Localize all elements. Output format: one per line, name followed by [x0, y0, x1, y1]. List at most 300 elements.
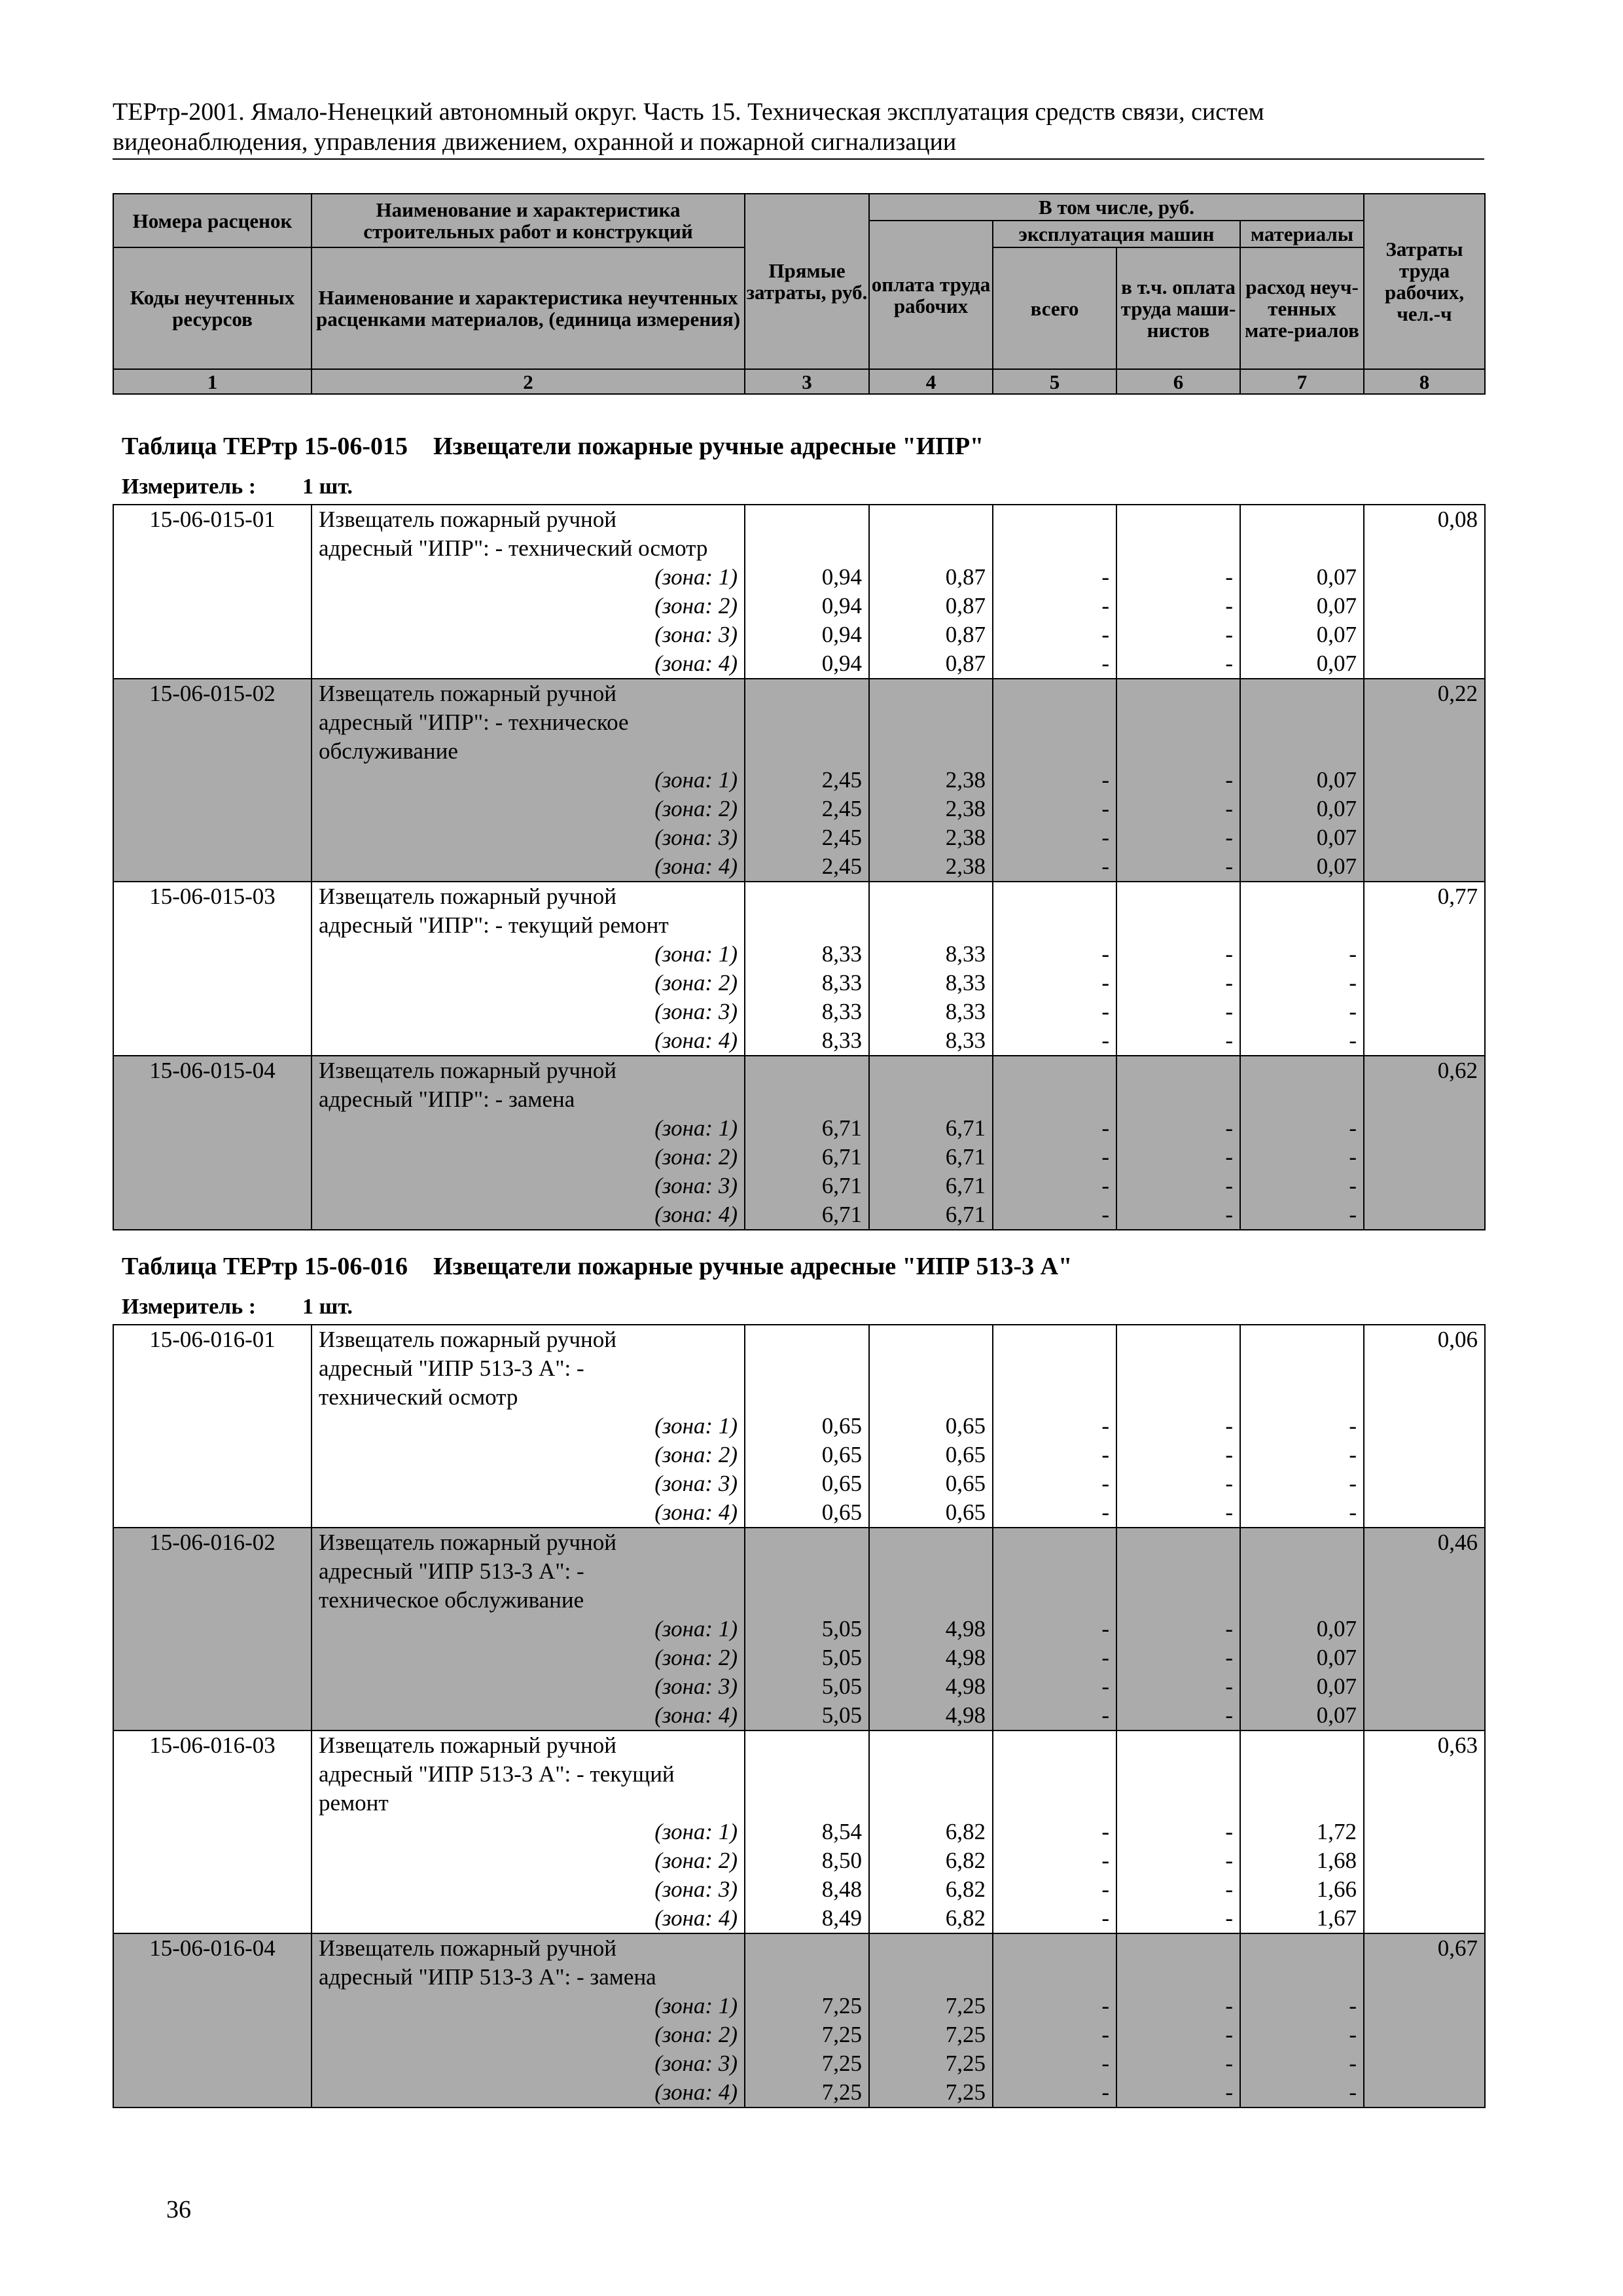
- header-rate-numbers: Номера расценок: [113, 194, 312, 247]
- materials-cell: [1240, 505, 1364, 679]
- zone-label: (зона: 2): [654, 1645, 738, 1670]
- rate-name-line: адресный "ИПР 513-3 А": -: [319, 1558, 584, 1584]
- rate-code: [113, 1933, 312, 2108]
- value: 8,33: [945, 941, 986, 967]
- value: -: [1225, 1993, 1233, 2018]
- labor-value: 0,67: [1437, 1935, 1478, 1961]
- header-material-name: Наименование и характеристика неучтенных расценками материалов, (единица измерения): [312, 247, 745, 369]
- header-num-6: 6: [1116, 369, 1240, 394]
- zone-label: (зона: 3): [654, 1876, 738, 1902]
- value: -: [1101, 1499, 1109, 1525]
- value: 8,48: [821, 1876, 862, 1902]
- value: -: [1101, 1413, 1109, 1439]
- header-num-3: 3: [745, 369, 869, 394]
- rate-name-line: Извещатель пожарный ручной: [319, 681, 616, 706]
- value: -: [1225, 2051, 1233, 2076]
- value: 1,68: [1316, 1848, 1357, 1873]
- machinist-wages-cell: [1116, 1731, 1240, 1933]
- value: 0,07: [1316, 651, 1357, 676]
- direct-cost-cell: [745, 882, 869, 1056]
- value: 0,07: [1316, 825, 1357, 850]
- rate-code-text: 15-06-015-04: [149, 1058, 276, 1083]
- rate-code: [113, 679, 312, 882]
- value: 0,65: [821, 1413, 862, 1439]
- value: -: [1101, 1905, 1109, 1931]
- value: 4,98: [945, 1702, 986, 1728]
- header-materials-group: материалы: [1240, 221, 1364, 247]
- rate-code-text: 15-06-015-01: [149, 507, 276, 532]
- rate-row: [113, 1528, 1485, 1731]
- value: 8,49: [821, 1905, 862, 1931]
- header-machines-total: всего: [993, 247, 1116, 369]
- header-direct-costs: Прямые затраты, руб.: [745, 194, 869, 369]
- value: 0,07: [1316, 767, 1357, 793]
- zone-label: (зона: 3): [654, 622, 738, 647]
- value: 7,25: [821, 2022, 862, 2047]
- rate-name-line: адресный "ИПР": - технический осмотр: [319, 535, 708, 561]
- section-unit: [122, 1295, 353, 1319]
- materials-cell: [1240, 1325, 1364, 1528]
- value: -: [1349, 1471, 1357, 1496]
- machinist-wages-cell: [1116, 1528, 1240, 1731]
- value: 8,54: [821, 1819, 862, 1844]
- value: 2,45: [821, 825, 862, 850]
- labor-cost-cell: [1364, 1528, 1485, 1731]
- zone-label: (зона: 1): [654, 1993, 738, 2018]
- column-header-table: [113, 193, 1486, 395]
- value: 6,71: [821, 1115, 862, 1141]
- value: 7,25: [945, 2079, 986, 2105]
- section-unit: [122, 475, 353, 499]
- value: -: [1349, 1202, 1357, 1227]
- machinist-wages-cell: [1116, 1325, 1240, 1528]
- rate-name: [312, 1528, 745, 1731]
- value: -: [1349, 2079, 1357, 2105]
- value: 0,94: [821, 651, 862, 676]
- labor-cost-cell: [1364, 1731, 1485, 1933]
- labor-cost-cell: [1364, 1325, 1485, 1528]
- rate-name: [312, 1731, 745, 1933]
- value: 0,07: [1316, 796, 1357, 821]
- document-title-line2: видеонаблюдения, управления движением, охранной и пожарной сигнализации: [113, 128, 957, 156]
- value: 7,25: [945, 1993, 986, 2018]
- labor-value: 0,62: [1437, 1058, 1478, 1083]
- value: -: [1349, 1173, 1357, 1198]
- value: -: [1225, 999, 1233, 1024]
- value: -: [1349, 2051, 1357, 2076]
- labor-value: 0,46: [1437, 1530, 1478, 1555]
- zone-label: (зона: 2): [654, 796, 738, 821]
- value: -: [1101, 1674, 1109, 1699]
- value: 2,38: [945, 767, 986, 793]
- value: 2,38: [945, 853, 986, 879]
- value: -: [1101, 593, 1109, 619]
- rate-name-line: адресный "ИПР": - текущий ремонт: [319, 912, 669, 938]
- value: -: [1101, 1202, 1109, 1227]
- rate-row: [113, 1933, 1485, 2108]
- materials-cell: [1240, 1528, 1364, 1731]
- value: -: [1225, 564, 1233, 590]
- zone-label: (зона: 1): [654, 1616, 738, 1641]
- value: 0,65: [821, 1471, 862, 1496]
- rate-code-text: 15-06-015-03: [149, 884, 276, 909]
- value: 5,05: [821, 1616, 862, 1641]
- zone-label: (зона: 2): [654, 1442, 738, 1467]
- value: -: [1101, 1442, 1109, 1467]
- value: 8,33: [821, 999, 862, 1024]
- machines-cell: [993, 882, 1116, 1056]
- value: -: [1349, 1499, 1357, 1525]
- rate-name-line: адресный "ИПР 513-3 А": - замена: [319, 1964, 656, 1990]
- machines-cell: [993, 1528, 1116, 1731]
- value: -: [1349, 1144, 1357, 1170]
- machinist-wages-cell: [1116, 505, 1240, 679]
- value: 0,87: [945, 593, 986, 619]
- value: 0,87: [945, 651, 986, 676]
- materials-cell: [1240, 1056, 1364, 1230]
- wages-cell: [869, 1933, 993, 2108]
- rate-code: [113, 1731, 312, 1933]
- zone-label: (зона: 3): [654, 999, 738, 1024]
- value: 8,33: [821, 1028, 862, 1053]
- machines-cell: [993, 1731, 1116, 1933]
- labor-value: 0,63: [1437, 1732, 1478, 1758]
- value: 0,07: [1316, 622, 1357, 647]
- rate-name-line: Извещатель пожарный ручной: [319, 1935, 616, 1961]
- rate-name: [312, 679, 745, 882]
- direct-cost-cell: [745, 1933, 869, 2108]
- value: -: [1225, 2079, 1233, 2105]
- value: 0,65: [821, 1442, 862, 1467]
- zone-label: (зона: 1): [654, 941, 738, 967]
- value: 0,65: [945, 1499, 986, 1525]
- machines-cell: [993, 1056, 1116, 1230]
- labor-cost-cell: [1364, 505, 1485, 679]
- value: 4,98: [945, 1616, 986, 1641]
- value: 8,33: [821, 941, 862, 967]
- zone-label: (зона: 4): [654, 1905, 738, 1931]
- value: -: [1101, 970, 1109, 996]
- title-divider: [113, 158, 1484, 160]
- zone-label: (зона: 3): [654, 825, 738, 850]
- direct-cost-cell: [745, 1731, 869, 1933]
- value: -: [1101, 1848, 1109, 1873]
- document-title-line1: ТЕРтр-2001. Ямало-Ненецкий автономный округ. Часть 15. Техническая эксплуатация средств связи, систем: [113, 98, 1264, 126]
- value: -: [1225, 1144, 1233, 1170]
- value: -: [1225, 1471, 1233, 1496]
- value: 7,25: [821, 1993, 862, 2018]
- unit-value: 1 шт.: [302, 1295, 353, 1319]
- direct-cost-cell: [745, 505, 869, 679]
- value: -: [1101, 2051, 1109, 2076]
- value: -: [1101, 796, 1109, 821]
- rates-table: [113, 504, 1486, 1230]
- rate-name: [312, 1056, 745, 1230]
- machines-cell: [993, 1933, 1116, 2108]
- rate-row: [113, 1731, 1485, 1933]
- value: 2,45: [821, 853, 862, 879]
- value: -: [1349, 970, 1357, 996]
- rate-name-line: Извещатель пожарный ручной: [319, 1530, 616, 1555]
- zone-label: (зона: 1): [654, 1115, 738, 1141]
- value: -: [1225, 1645, 1233, 1670]
- value: 0,94: [821, 593, 862, 619]
- section-title: [122, 1252, 1072, 1281]
- rate-code: [113, 1056, 312, 1230]
- value: 8,33: [821, 970, 862, 996]
- zone-label: (зона: 3): [654, 1173, 738, 1198]
- value: 0,07: [1316, 1616, 1357, 1641]
- zone-label: (зона: 4): [654, 1702, 738, 1728]
- value: 2,38: [945, 825, 986, 850]
- value: 0,07: [1316, 853, 1357, 879]
- wages-cell: [869, 1528, 993, 1731]
- rate-name-line: адресный "ИПР 513-3 А": - текущий: [319, 1761, 675, 1787]
- value: -: [1225, 1202, 1233, 1227]
- value: 7,25: [821, 2051, 862, 2076]
- value: -: [1101, 2079, 1109, 2105]
- rate-name-line: адресный "ИПР": - техническое: [319, 709, 629, 735]
- rate-code-text: 15-06-016-01: [149, 1327, 276, 1352]
- header-materials-consumption: расход неуч-тенных мате-риалов: [1240, 247, 1364, 369]
- rate-name: [312, 1325, 745, 1528]
- value: 6,71: [945, 1202, 986, 1227]
- value: 8,33: [945, 970, 986, 996]
- header-num-5: 5: [993, 369, 1116, 394]
- wages-cell: [869, 882, 993, 1056]
- value: -: [1225, 1876, 1233, 1902]
- labor-value: 0,22: [1437, 681, 1478, 706]
- value: 5,05: [821, 1674, 862, 1699]
- section-name: Извещатели пожарные ручные адресные "ИПР 513-3 А": [433, 1253, 1073, 1280]
- value: 6,71: [821, 1202, 862, 1227]
- value: -: [1225, 767, 1233, 793]
- value: -: [1225, 622, 1233, 647]
- value: 8,33: [945, 1028, 986, 1053]
- value: -: [1225, 1499, 1233, 1525]
- value: 5,05: [821, 1702, 862, 1728]
- value: 6,82: [945, 1876, 986, 1902]
- rate-name-line: Извещатель пожарный ручной: [319, 884, 616, 909]
- header-num-7: 7: [1240, 369, 1364, 394]
- header-num-4: 4: [869, 369, 993, 394]
- value: 4,98: [945, 1645, 986, 1670]
- value: -: [1101, 999, 1109, 1024]
- labor-cost-cell: [1364, 1933, 1485, 2108]
- section-code: Таблица ТЕРтр 15-06-016: [122, 1253, 408, 1280]
- value: 1,67: [1316, 1905, 1357, 1931]
- value: -: [1101, 1702, 1109, 1728]
- value: -: [1101, 1993, 1109, 2018]
- value: -: [1101, 1028, 1109, 1053]
- value: -: [1101, 622, 1109, 647]
- zone-label: (зона: 4): [654, 651, 738, 676]
- value: 6,71: [945, 1173, 986, 1198]
- value: -: [1349, 2022, 1357, 2047]
- unit-value: 1 шт.: [302, 475, 353, 499]
- materials-cell: [1240, 679, 1364, 882]
- labor-value: 0,06: [1437, 1327, 1478, 1352]
- wages-cell: [869, 1325, 993, 1528]
- value: -: [1225, 1819, 1233, 1844]
- direct-cost-cell: [745, 1325, 869, 1528]
- page-number: 36: [166, 2196, 191, 2223]
- value: -: [1101, 1144, 1109, 1170]
- rate-code-text: 15-06-016-03: [149, 1732, 276, 1758]
- value: 0,94: [821, 622, 862, 647]
- value: -: [1101, 1471, 1109, 1496]
- zone-label: (зона: 1): [654, 767, 738, 793]
- value: 6,71: [821, 1144, 862, 1170]
- unit-label: Измеритель :: [122, 475, 257, 499]
- value: -: [1225, 593, 1233, 619]
- zone-label: (зона: 3): [654, 1674, 738, 1699]
- value: -: [1101, 651, 1109, 676]
- zone-label: (зона: 2): [654, 1144, 738, 1170]
- value: 0,87: [945, 622, 986, 647]
- rate-code-text: 15-06-016-02: [149, 1530, 276, 1555]
- labor-cost-cell: [1364, 679, 1485, 882]
- value: -: [1225, 825, 1233, 850]
- value: 5,05: [821, 1645, 862, 1670]
- zone-label: (зона: 3): [654, 2051, 738, 2076]
- zone-label: (зона: 4): [654, 2079, 738, 2105]
- value: 0,07: [1316, 1674, 1357, 1699]
- value: -: [1225, 1674, 1233, 1699]
- value: -: [1101, 941, 1109, 967]
- rate-name: [312, 882, 745, 1056]
- value: -: [1101, 825, 1109, 850]
- machines-cell: [993, 505, 1116, 679]
- value: 6,82: [945, 1848, 986, 1873]
- value: -: [1225, 970, 1233, 996]
- labor-cost-cell: [1364, 882, 1485, 1056]
- zone-label: (зона: 4): [654, 1202, 738, 1227]
- value: 4,98: [945, 1674, 986, 1699]
- rate-code: [113, 1528, 312, 1731]
- rate-code: [113, 505, 312, 679]
- value: -: [1101, 1616, 1109, 1641]
- value: 8,50: [821, 1848, 862, 1873]
- wages-cell: [869, 1731, 993, 1933]
- materials-cell: [1240, 1933, 1364, 2108]
- materials-cell: [1240, 1731, 1364, 1933]
- labor-cost-cell: [1364, 1056, 1485, 1230]
- direct-cost-cell: [745, 679, 869, 882]
- value: -: [1225, 1173, 1233, 1198]
- rates-table: [113, 1324, 1486, 2108]
- machinist-wages-cell: [1116, 1933, 1240, 2108]
- value: -: [1101, 767, 1109, 793]
- value: 0,94: [821, 564, 862, 590]
- value: -: [1225, 1848, 1233, 1873]
- value: -: [1225, 1115, 1233, 1141]
- labor-value: 0,77: [1437, 884, 1478, 909]
- rate-code-text: 15-06-015-02: [149, 681, 276, 706]
- rate-name-line: адресный "ИПР 513-3 А": -: [319, 1355, 584, 1381]
- value: 1,66: [1316, 1876, 1357, 1902]
- zone-label: (зона: 4): [654, 1028, 738, 1053]
- rate-name-line: техническое обслуживание: [319, 1587, 584, 1613]
- value: 1,72: [1316, 1819, 1357, 1844]
- rate-name: [312, 505, 745, 679]
- value: 0,65: [945, 1442, 986, 1467]
- document-title: [113, 97, 1487, 157]
- value: 6,82: [945, 1905, 986, 1931]
- value: -: [1349, 1115, 1357, 1141]
- rate-row: [113, 882, 1485, 1056]
- value: 0,07: [1316, 593, 1357, 619]
- rate-name-line: технический осмотр: [319, 1384, 518, 1410]
- value: 6,71: [821, 1173, 862, 1198]
- value: 0,87: [945, 564, 986, 590]
- value: -: [1225, 941, 1233, 967]
- zone-label: (зона: 3): [654, 1471, 738, 1496]
- rate-row: [113, 1056, 1485, 1230]
- unit-label: Измеритель :: [122, 1295, 257, 1319]
- wages-cell: [869, 505, 993, 679]
- rate-name-line: Извещатель пожарный ручной: [319, 1327, 616, 1352]
- rate-row: [113, 505, 1485, 679]
- value: -: [1225, 1413, 1233, 1439]
- value: -: [1225, 2022, 1233, 2047]
- header-labor-costs: Затраты труда рабочих, чел.-ч: [1364, 194, 1485, 369]
- value: 2,38: [945, 796, 986, 821]
- rate-name-line: ремонт: [319, 1790, 389, 1816]
- zone-label: (зона: 4): [654, 1499, 738, 1525]
- header-including: В том числе, руб.: [869, 194, 1364, 221]
- value: 8,33: [945, 999, 986, 1024]
- value: 7,25: [821, 2079, 862, 2105]
- labor-value: 0,08: [1437, 507, 1478, 532]
- header-resource-codes: Коды неучтенных ресурсов: [113, 247, 312, 369]
- value: -: [1101, 1115, 1109, 1141]
- direct-cost-cell: [745, 1528, 869, 1731]
- value: -: [1225, 1028, 1233, 1053]
- zone-label: (зона: 1): [654, 1819, 738, 1844]
- value: 0,65: [945, 1471, 986, 1496]
- direct-cost-cell: [745, 1056, 869, 1230]
- value: -: [1349, 1413, 1357, 1439]
- rate-name: [312, 1933, 745, 2108]
- zone-label: (зона: 1): [654, 564, 738, 590]
- value: -: [1101, 1173, 1109, 1198]
- value: -: [1101, 564, 1109, 590]
- value: -: [1349, 1993, 1357, 2018]
- value: 6,82: [945, 1819, 986, 1844]
- rate-name-line: адресный "ИПР": - замена: [319, 1086, 575, 1112]
- rate-name-line: Извещатель пожарный ручной: [319, 1732, 616, 1758]
- header-wages: оплата труда рабочих: [869, 221, 993, 369]
- zone-label: (зона: 4): [654, 853, 738, 879]
- value: -: [1225, 1442, 1233, 1467]
- zone-label: (зона: 2): [654, 1848, 738, 1873]
- value: -: [1225, 853, 1233, 879]
- rate-code: [113, 1325, 312, 1528]
- value: 6,71: [945, 1144, 986, 1170]
- value: 0,07: [1316, 1645, 1357, 1670]
- value: -: [1349, 941, 1357, 967]
- rate-row: [113, 1325, 1485, 1528]
- value: -: [1349, 1442, 1357, 1467]
- machinist-wages-cell: [1116, 882, 1240, 1056]
- rate-name-line: Извещатель пожарный ручной: [319, 1058, 616, 1083]
- value: -: [1225, 796, 1233, 821]
- header-work-name: Наименование и характеристика строительных работ и конструкций: [312, 194, 745, 247]
- header-num-8: 8: [1364, 369, 1485, 394]
- machines-cell: [993, 1325, 1116, 1528]
- zone-label: (зона: 1): [654, 1413, 738, 1439]
